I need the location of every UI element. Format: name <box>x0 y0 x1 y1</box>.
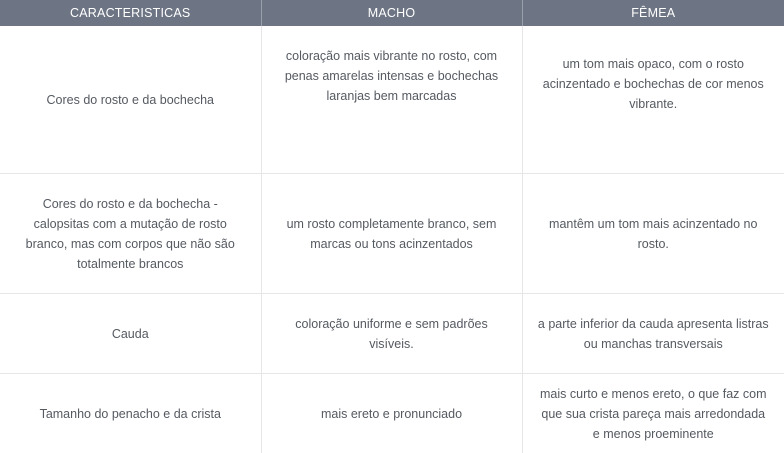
table-row <box>0 174 784 294</box>
characteristic-cell: Tamanho do penacho e da crista <box>0 374 261 453</box>
table-header <box>0 0 784 26</box>
male-cell: coloração mais vibrante no rosto, com penas amarelas intensas e bochechas laranjas bem marcadas <box>261 26 522 174</box>
female-cell: mantêm um tom mais acinzentado no rosto. <box>522 174 784 294</box>
header-female: FÊMEA <box>522 0 784 26</box>
header-row <box>0 0 784 26</box>
female-cell: mais curto e menos ereto, o que faz com que sua crista pareça mais arredondada e menos proeminente <box>522 374 784 453</box>
characteristic-cell: Cores do rosto e da bochecha - calopsitas com a mutação de rosto branco, mas com corpos que não são totalmente brancos <box>0 174 261 294</box>
table-body <box>0 26 784 453</box>
table-row <box>0 294 784 374</box>
header-characteristics: CARACTERISTICAS <box>0 0 261 26</box>
female-cell: a parte inferior da cauda apresenta listras ou manchas transversais <box>522 294 784 374</box>
male-cell: um rosto completamente branco, sem marcas ou tons acinzentados <box>261 174 522 294</box>
table-row <box>0 374 784 453</box>
table-row <box>0 26 784 174</box>
female-cell: um tom mais opaco, com o rosto acinzentado e bochechas de cor menos vibrante. <box>522 26 784 174</box>
characteristic-cell: Cauda <box>0 294 261 374</box>
characteristic-cell: Cores do rosto e da bochecha <box>0 26 261 174</box>
header-male: MACHO <box>261 0 522 26</box>
male-cell: coloração uniforme e sem padrões visíveis. <box>261 294 522 374</box>
male-cell: mais ereto e pronunciado <box>261 374 522 453</box>
